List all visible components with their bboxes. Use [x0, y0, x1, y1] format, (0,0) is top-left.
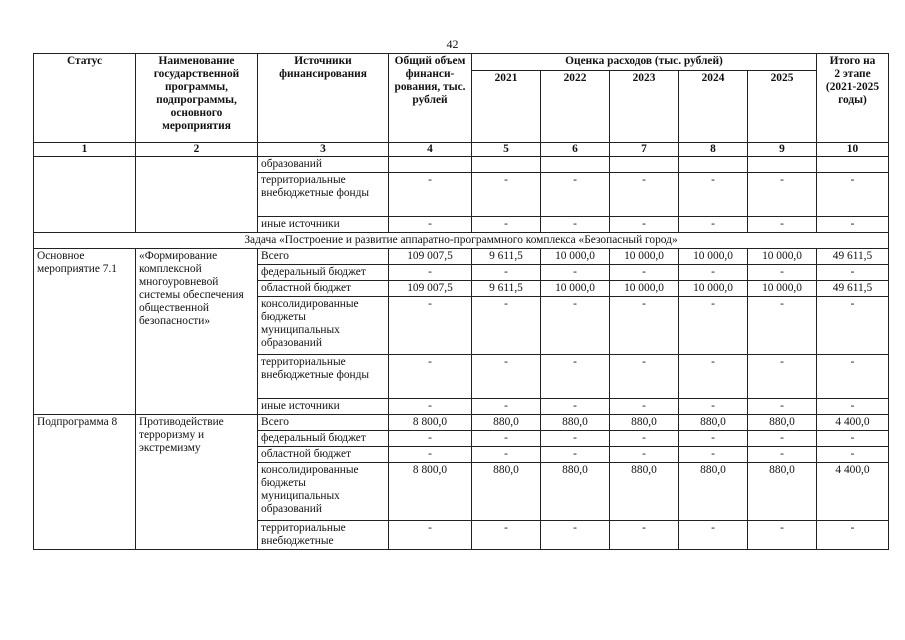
value-cell: 49 611,5 [817, 249, 889, 265]
value-cell: - [541, 431, 610, 447]
status-cell: Подпрограмма 8 [34, 415, 136, 550]
value-cell: 10 000,0 [679, 249, 748, 265]
value-cell: - [748, 399, 817, 415]
source-cell: федеральный бюджет [258, 431, 389, 447]
value-cell: - [389, 399, 472, 415]
value-cell: - [679, 173, 748, 217]
source-cell: иные источники [258, 217, 389, 233]
budget-table [33, 53, 889, 550]
source-cell: территориальные внебюджетные фонды [258, 355, 389, 399]
value-cell: - [817, 521, 889, 550]
value-cell: 10 000,0 [610, 249, 679, 265]
value-cell: 9 611,5 [472, 249, 541, 265]
table-row [34, 249, 889, 265]
value-cell: - [748, 521, 817, 550]
value-cell: - [389, 355, 472, 399]
source-cell: территориальные внебюджетные фонды [258, 173, 389, 217]
value-cell: - [817, 431, 889, 447]
value-cell: - [472, 355, 541, 399]
header-year-2024: 2024 [679, 71, 748, 143]
value-cell: - [748, 173, 817, 217]
header-cost-estimate: Оценка расходов (тыс. рублей) [472, 54, 817, 71]
value-cell: - [679, 297, 748, 355]
value-cell: 10 000,0 [610, 281, 679, 297]
value-cell [817, 157, 889, 173]
value-cell: 8 800,0 [389, 415, 472, 431]
column-number: 6 [541, 143, 610, 157]
value-cell: 10 000,0 [748, 281, 817, 297]
header-stage-total: Итого на 2 этапе (2021-2025 годы) [817, 54, 889, 143]
value-cell: - [610, 265, 679, 281]
value-cell: - [610, 355, 679, 399]
value-cell: 10 000,0 [541, 281, 610, 297]
value-cell: - [472, 399, 541, 415]
value-cell: - [679, 399, 748, 415]
value-cell [610, 157, 679, 173]
value-cell: - [389, 447, 472, 463]
status-cell: Основное мероприятие 7.1 [34, 249, 136, 415]
value-cell: - [472, 297, 541, 355]
header-year-2021: 2021 [472, 71, 541, 143]
value-cell: - [541, 217, 610, 233]
value-cell: - [610, 431, 679, 447]
value-cell: 880,0 [748, 463, 817, 521]
source-cell: территориальные внебюджетные [258, 521, 389, 550]
value-cell: 8 800,0 [389, 463, 472, 521]
value-cell: - [817, 447, 889, 463]
value-cell: - [817, 173, 889, 217]
value-cell: - [748, 431, 817, 447]
value-cell: - [817, 265, 889, 281]
header-program-name: Наименование государственной программы, подпрограммы, основного мероприятия [136, 54, 258, 143]
header-year-2023: 2023 [610, 71, 679, 143]
column-number: 2 [136, 143, 258, 157]
table-row [34, 157, 889, 173]
task-title: Задача «Построение и развитие аппаратно-программного комплекса «Безопасный город» [34, 233, 889, 249]
value-cell: - [748, 217, 817, 233]
value-cell: - [389, 431, 472, 447]
value-cell: 880,0 [610, 463, 679, 521]
value-cell: - [748, 297, 817, 355]
source-cell: областной бюджет [258, 447, 389, 463]
value-cell: 4 400,0 [817, 415, 889, 431]
value-cell: 880,0 [472, 415, 541, 431]
program-name-cell: Противодействие терроризму и экстремизму [136, 415, 258, 550]
value-cell: - [679, 431, 748, 447]
header-sources: Источники финансирования [258, 54, 389, 143]
value-cell: - [679, 217, 748, 233]
column-number: 7 [610, 143, 679, 157]
value-cell: 880,0 [541, 415, 610, 431]
column-number: 5 [472, 143, 541, 157]
value-cell: - [610, 217, 679, 233]
value-cell: - [817, 297, 889, 355]
value-cell: - [389, 173, 472, 217]
value-cell: 880,0 [472, 463, 541, 521]
value-cell: 880,0 [541, 463, 610, 521]
column-number: 8 [679, 143, 748, 157]
value-cell: - [610, 173, 679, 217]
column-number-row [34, 143, 889, 157]
value-cell: - [541, 447, 610, 463]
value-cell: - [817, 355, 889, 399]
value-cell: - [748, 447, 817, 463]
source-cell: Всего [258, 249, 389, 265]
header-year-2025: 2025 [748, 71, 817, 143]
value-cell: - [817, 217, 889, 233]
column-number: 1 [34, 143, 136, 157]
value-cell: - [472, 431, 541, 447]
value-cell: - [748, 265, 817, 281]
value-cell: - [679, 265, 748, 281]
value-cell: - [389, 297, 472, 355]
source-cell: областной бюджет [258, 281, 389, 297]
value-cell: - [679, 447, 748, 463]
source-cell: образований [258, 157, 389, 173]
source-cell: Всего [258, 415, 389, 431]
value-cell: - [679, 355, 748, 399]
value-cell: - [541, 173, 610, 217]
value-cell [748, 157, 817, 173]
value-cell: - [389, 265, 472, 281]
value-cell: - [610, 297, 679, 355]
value-cell: - [472, 217, 541, 233]
value-cell: - [748, 355, 817, 399]
column-number: 10 [817, 143, 889, 157]
task-row [34, 233, 889, 249]
header-total-volume: Общий объем финанси- рования, тыс. рублей [389, 54, 472, 143]
value-cell: - [610, 447, 679, 463]
table-row [34, 415, 889, 431]
value-cell: 4 400,0 [817, 463, 889, 521]
value-cell: 49 611,5 [817, 281, 889, 297]
value-cell [389, 157, 472, 173]
value-cell: - [817, 399, 889, 415]
source-cell: консолидированные бюджеты муниципальных образований [258, 297, 389, 355]
value-cell: - [679, 521, 748, 550]
value-cell: - [610, 521, 679, 550]
name-cell-empty [136, 157, 258, 233]
column-number: 3 [258, 143, 389, 157]
value-cell: - [610, 399, 679, 415]
value-cell: 10 000,0 [748, 249, 817, 265]
column-number: 9 [748, 143, 817, 157]
value-cell [541, 157, 610, 173]
status-cell-empty [34, 157, 136, 233]
value-cell: - [541, 355, 610, 399]
value-cell: 880,0 [679, 415, 748, 431]
column-number: 4 [389, 143, 472, 157]
source-cell: консолидированные бюджеты муниципальных образований [258, 463, 389, 521]
value-cell: 10 000,0 [541, 249, 610, 265]
value-cell: 880,0 [679, 463, 748, 521]
value-cell: - [472, 447, 541, 463]
value-cell: - [472, 521, 541, 550]
header-status: Статус [34, 54, 136, 143]
value-cell: 880,0 [610, 415, 679, 431]
value-cell: - [541, 265, 610, 281]
source-cell: федеральный бюджет [258, 265, 389, 281]
value-cell: - [389, 217, 472, 233]
value-cell: 109 007,5 [389, 249, 472, 265]
value-cell [679, 157, 748, 173]
value-cell: 109 007,5 [389, 281, 472, 297]
value-cell: 10 000,0 [679, 281, 748, 297]
value-cell: - [389, 521, 472, 550]
header-year-2022: 2022 [541, 71, 610, 143]
value-cell: - [472, 265, 541, 281]
program-name-cell: «Формирование комплексной многоуровневой системы обеспечения общественной безопасности» [136, 249, 258, 415]
value-cell: 880,0 [748, 415, 817, 431]
page-number: 42 [446, 37, 459, 51]
value-cell: 9 611,5 [472, 281, 541, 297]
value-cell: - [541, 297, 610, 355]
value-cell: - [472, 173, 541, 217]
value-cell [472, 157, 541, 173]
source-cell: иные источники [258, 399, 389, 415]
value-cell: - [541, 521, 610, 550]
value-cell: - [541, 399, 610, 415]
